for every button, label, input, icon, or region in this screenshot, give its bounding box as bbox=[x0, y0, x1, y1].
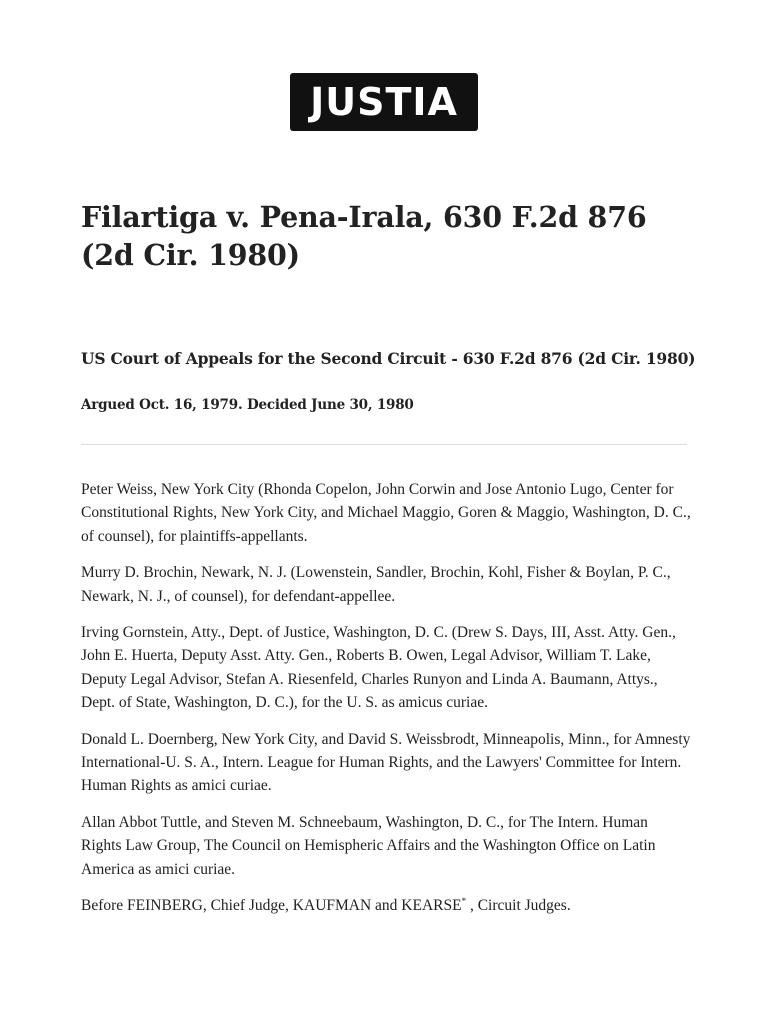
justia-logo[interactable]: JUSTIA bbox=[290, 73, 478, 131]
counsel-paragraph-defendant: Murry D. Brochin, Newark, N. J. (Lowenstein, Sandler, Brochin, Kohl, Fisher & Boylan, P. C., Newark, N. J., of counsel), for defendant-appellee. bbox=[81, 564, 671, 605]
case-body bbox=[81, 478, 691, 931]
argued-decided-dates: Argued Oct. 16, 1979. Decided June 30, 1980 bbox=[81, 397, 414, 413]
header bbox=[0, 73, 768, 131]
case-title: Filartiga v. Pena-Irala, 630 F.2d 876 (2d Cir. 1980) bbox=[81, 200, 647, 272]
counsel-paragraph-plaintiffs: Peter Weiss, New York City (Rhonda Copelon, John Corwin and Jose Antonio Lugo, Center for Constitutional Rights, New York City, and Michael Maggio, Goren & Maggio, Washington, D. C., of counsel), for plaintiffs-appellants. bbox=[81, 481, 691, 545]
judges-text-suffix: , Circuit Judges. bbox=[466, 897, 571, 915]
counsel-paragraph-amnesty-amici: Donald L. Doernberg, New York City, and David S. Weissbrodt, Minneapolis, Minn., for Amnesty International-U. S. A., Intern. League for Human Rights, and the Lawyers' Committee for Intern. Human Rights as amici curiae. bbox=[81, 730, 691, 795]
counsel-paragraph-human-rights-amici: Allan Abbot Tuttle, and Steven M. Schneebaum, Washington, D. C., for The Intern. Human Rights Law Group, The Council on Hemispheric Affairs and the Washington Office on Latin America as amici curiae. bbox=[81, 813, 656, 878]
court-line: US Court of Appeals for the Second Circuit - 630 F.2d 876 (2d Cir. 1980) bbox=[81, 349, 696, 368]
counsel-paragraph-us-amicus: Irving Gornstein, Atty., Dept. of Justice, Washington, D. C. (Drew S. Days, III, Asst. Atty. Gen., John E. Huerta, Deputy Asst. Atty. Gen., Roberts B. Owen, Legal Advisor, William T. Lake, Deputy Legal Advisor, Stefan A. Riesenfeld, Charles Runyon and Linda A. Baumann, Attys., Dept. of State, Washington, D. C.), for the U. S. as amicus curiae. bbox=[81, 624, 676, 712]
judges-paragraph bbox=[81, 894, 691, 917]
divider bbox=[81, 444, 687, 445]
judges-text: Before FEINBERG, Chief Judge, KAUFMAN and KEARSE bbox=[81, 897, 462, 915]
footnote-link[interactable]: * bbox=[461, 895, 467, 906]
